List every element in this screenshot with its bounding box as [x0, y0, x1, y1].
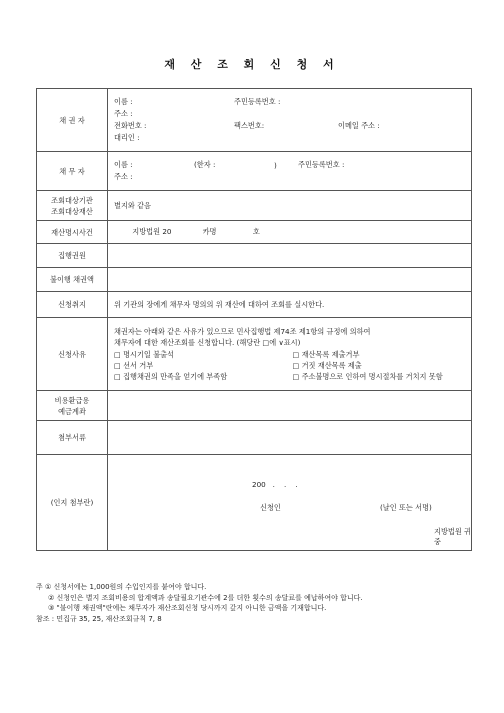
creditor-email[interactable]: 이메일 주소 :	[338, 121, 380, 130]
refund-account-row	[37, 391, 472, 421]
attachments-value[interactable]	[108, 421, 472, 455]
unpaid-claim-label: 불이행 채권액	[37, 268, 108, 292]
signature-date[interactable]: 200 . . .	[252, 480, 298, 489]
purpose-label: 신청취지	[37, 292, 108, 318]
signature-fields	[108, 455, 472, 551]
enforcement-title-value[interactable]	[108, 244, 472, 268]
reason-option-checkbox[interactable]: □ 재산목록 제출거부	[292, 349, 360, 359]
reason-option-checkbox[interactable]: □ 거짓 재산목록 제출	[292, 360, 362, 370]
signature-applicant-label: 신청인	[260, 503, 281, 512]
creditor-name[interactable]: 이름 :	[114, 97, 133, 106]
reason-option-checkbox[interactable]: □ 선서 거부	[114, 360, 154, 370]
footnote-reference: 참조 : 민집규 35, 25, 재산조회규칙 7, 8	[36, 614, 162, 623]
unpaid-claim-value[interactable]	[108, 268, 472, 292]
debtor-address[interactable]: 주소 :	[114, 172, 133, 181]
footnotes	[36, 582, 476, 624]
case-type[interactable]: 카명	[202, 227, 217, 236]
reason-intro-line1: 채권자는 아래와 같은 사유가 있으므로 민사집행법 제74조 제1항의 규정에 의하여	[114, 327, 371, 336]
creditor-resident-no[interactable]: 주민등록번호 :	[234, 97, 281, 106]
case-label: 재산명시사건	[37, 221, 108, 244]
reason-options	[114, 349, 471, 382]
debtor-row	[37, 152, 472, 191]
signature-court: 지방법원 귀중	[434, 527, 472, 546]
form-title: 재 산 조 회 신 청 서	[164, 58, 340, 71]
purpose-value: 위 기관의 장에게 채무자 명의의 위 재산에 대하여 조회를 실시한다.	[108, 292, 472, 318]
case-number[interactable]: 호	[252, 227, 260, 236]
inquiry-target-row	[37, 191, 472, 221]
inquiry-target-label: 조회대상기관 조회대상재산	[37, 191, 108, 221]
attachments-label: 첨부서류	[37, 421, 108, 455]
unpaid-claim-row	[37, 268, 472, 292]
enforcement-title-label: 집행권원	[37, 244, 108, 268]
footnote-item: ② 신청인은 별지 조회비용의 합계액과 송달필요기관수에 2를 더한 횟수의 송달료를 예납하여야 합니다.	[48, 593, 363, 602]
creditor-agent[interactable]: 대리인 :	[114, 133, 140, 142]
debtor-name[interactable]: 이름 :	[114, 160, 133, 169]
debtor-hanja-close: )	[274, 160, 277, 170]
creditor-address[interactable]: 주소 :	[114, 109, 133, 118]
reason-label: 신청사유	[37, 318, 108, 391]
reason-fields	[108, 318, 472, 391]
inquiry-target-value[interactable]: 별지와 같음	[108, 191, 472, 221]
footnote-item: 주 ① 신청서에는 1,000원의 수입인지를 붙여야 합니다.	[36, 583, 207, 591]
reason-option-checkbox[interactable]: □ 집행채권의 만족을 얻기에 부족함	[114, 371, 228, 381]
case-court[interactable]: 지방법원 20	[132, 227, 172, 236]
creditor-phone[interactable]: 전화번호 :	[114, 121, 147, 130]
enforcement-title-row	[37, 244, 472, 268]
refund-account-value[interactable]	[108, 391, 472, 421]
case-fields	[108, 221, 472, 244]
stamp-area-label: (인지 첨부란)	[37, 455, 108, 551]
creditor-row	[37, 89, 472, 152]
debtor-resident-no[interactable]: 주민등록번호 :	[298, 160, 345, 169]
case-row	[37, 221, 472, 244]
signature-row	[37, 455, 472, 551]
signature-seal-label: (날인 또는 서명)	[380, 503, 432, 512]
application-form-table	[36, 88, 472, 551]
debtor-fields	[108, 152, 472, 191]
creditor-fax[interactable]: 팩스번호:	[234, 121, 265, 130]
creditor-label: 채 권 자	[37, 89, 108, 152]
reason-row	[37, 318, 472, 391]
reason-option-checkbox[interactable]: □ 명시기일 불출석	[114, 349, 174, 359]
attachments-row	[37, 421, 472, 455]
purpose-row	[37, 292, 472, 318]
creditor-fields	[108, 89, 472, 152]
debtor-hanja[interactable]: (한자 :	[194, 160, 216, 169]
reason-option-checkbox[interactable]: □ 주소불명으로 인하여 명시절차를 거치지 못함	[292, 371, 443, 381]
refund-account-label: 비용환급용 예금계좌	[37, 391, 108, 421]
reason-intro-line2: 채무자에 대한 재산조회를 신청합니다. (해당란 □에 ∨표시)	[114, 338, 301, 347]
footnote-item: ③ "불이행 채권액"란에는 채무자가 재산조회신청 당시까지 갚지 아니한 금액을 기재합니다.	[48, 604, 327, 612]
debtor-label: 채 무 자	[37, 152, 108, 191]
